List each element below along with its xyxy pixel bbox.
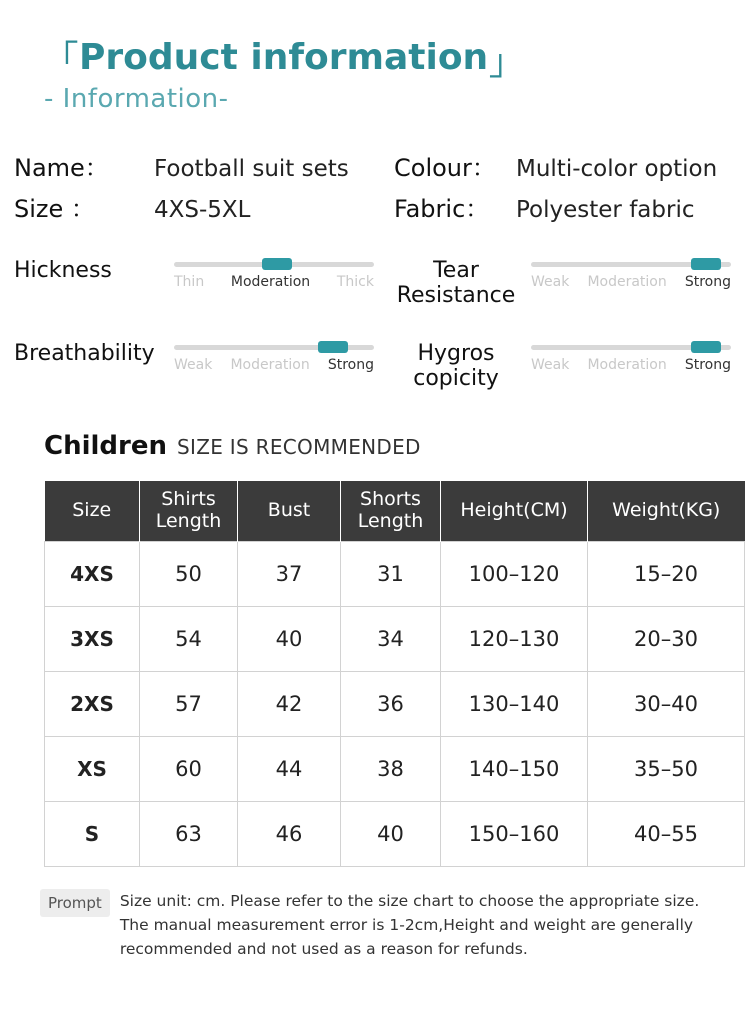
size-section-subtitle: SIZE IS RECOMMENDED: [177, 435, 421, 460]
slider-thumb[interactable]: [691, 258, 721, 270]
table-row: [45, 802, 745, 867]
spec-label-colour: Colour：: [394, 154, 496, 182]
slider-thumb[interactable]: [262, 258, 292, 270]
slider-thumb[interactable]: [318, 341, 348, 353]
table-header-cell: Bust: [238, 481, 341, 542]
slider-ticks: [174, 357, 374, 373]
spec-value-name: Football suit sets: [154, 156, 349, 182]
table-cell: 40–55: [588, 802, 745, 867]
table-row: [45, 672, 745, 737]
table-cell: 100–120: [441, 542, 588, 607]
slider-label-breathability: Breathability: [14, 340, 155, 366]
table-cell: 36: [341, 672, 441, 737]
spec-label-name: Name：: [14, 154, 109, 182]
table-cell: 44: [238, 737, 341, 802]
slider-label-hickness: Hickness: [14, 258, 112, 283]
attribute-sliders: [0, 252, 750, 391]
table-cell: 40: [238, 607, 341, 672]
slider-track[interactable]: [531, 345, 731, 350]
table-cell: 50: [140, 542, 238, 607]
slider-track[interactable]: [174, 345, 374, 350]
table-cell: 130–140: [441, 672, 588, 737]
table-header-row: [45, 481, 745, 542]
slider-tick-low: Weak: [531, 356, 570, 373]
slider-tick-low: Weak: [531, 274, 570, 290]
slider-group-hickness: [0, 252, 375, 309]
slider-label-hygroscopicity: Hygros copicity: [413, 340, 499, 391]
slider-group-tear-resistance: [375, 252, 750, 309]
slider-hickness[interactable]: [174, 252, 374, 290]
table-cell: 30–40: [588, 672, 745, 737]
slider-breathability[interactable]: [174, 335, 374, 373]
size-chart: [44, 481, 744, 867]
page-title: [44, 37, 750, 83]
slider-track[interactable]: [174, 262, 374, 267]
slider-hygroscopicity[interactable]: [531, 335, 731, 373]
size-section-title: Children: [44, 431, 167, 462]
table-cell-size: 3XS: [45, 607, 140, 672]
slider-group-hygroscopicity: [375, 335, 750, 392]
table-cell: 35–50: [588, 737, 745, 802]
table-cell-size: 2XS: [45, 672, 140, 737]
spec-value-fabric: Polyester fabric: [516, 197, 695, 223]
table-row: [45, 737, 745, 802]
spec-list: [0, 148, 750, 224]
prompt-note: [40, 889, 730, 961]
slider-ticks: [531, 357, 731, 373]
table-header-cell: Size: [45, 481, 140, 542]
table-cell: 20–30: [588, 607, 745, 672]
slider-tick-mid: Moderation: [587, 356, 667, 373]
page-subtitle: - Information-: [44, 84, 229, 114]
table-cell: 57: [140, 672, 238, 737]
table-cell: 60: [140, 737, 238, 802]
slider-tick-mid: Moderation: [587, 274, 667, 290]
table-cell: 150–160: [441, 802, 588, 867]
slider-ticks: [174, 274, 374, 290]
spec-value-size: 4XS-5XL: [154, 197, 251, 223]
prompt-badge: Prompt: [40, 889, 110, 917]
slider-ticks: [531, 274, 731, 290]
table-cell: 42: [238, 672, 341, 737]
table-cell: 31: [341, 542, 441, 607]
slider-thumb[interactable]: [691, 341, 721, 353]
size-section-heading: [44, 431, 750, 461]
table-header-cell: Weight(KG): [588, 481, 745, 542]
slider-group-breathability: [0, 335, 375, 392]
slider-tick-high: Strong: [684, 356, 731, 373]
table-row: [45, 607, 745, 672]
table-cell: 63: [140, 802, 238, 867]
table-cell-size: XS: [45, 737, 140, 802]
table-cell: 120–130: [441, 607, 588, 672]
prompt-text: Size unit: cm. Please refer to the size chart to choose the appropriate size. The manual measurement error is 1-2cm,Height and weight are generally recommended and not used as a reason for refunds.: [119, 892, 700, 959]
slider-label-tear-resistance: Tear Resistance: [396, 258, 516, 309]
slider-tick-high: Thick: [336, 274, 374, 290]
spec-row-size-fabric: [14, 189, 750, 224]
table-row: [45, 542, 745, 607]
page-title-text: Product information: [79, 37, 489, 78]
slider-tick-mid: Moderation: [230, 356, 310, 373]
table-cell: 54: [140, 607, 238, 672]
table-header-cell: Height(CM): [441, 481, 588, 542]
slider-tick-low: Weak: [174, 356, 213, 373]
table-cell-size: 4XS: [45, 542, 140, 607]
table-cell: 34: [341, 607, 441, 672]
table-header-cell: Shorts Length: [341, 481, 441, 542]
header: [0, 0, 750, 114]
table-cell: 140–150: [441, 737, 588, 802]
slider-tick-mid: Moderation: [230, 274, 311, 290]
table-cell: 46: [238, 802, 341, 867]
slider-tear-resistance[interactable]: [531, 252, 731, 290]
slider-tick-high: Strong: [327, 356, 374, 373]
table-header-cell: Shirts Length: [140, 481, 238, 542]
table-cell-size: S: [45, 802, 140, 867]
spec-value-colour: Multi-color option: [516, 156, 718, 182]
slider-tick-low: Thin: [174, 274, 205, 290]
bracket-right-icon: 」: [489, 43, 524, 83]
spec-row-name-colour: [14, 148, 750, 183]
slider-track[interactable]: [531, 262, 731, 267]
table-cell: 37: [238, 542, 341, 607]
bracket-left-icon: 「: [44, 39, 78, 79]
slider-tick-high: Strong: [684, 274, 731, 290]
spec-label-size: Size ：: [14, 195, 95, 223]
table-cell: 38: [341, 737, 441, 802]
size-table: [44, 481, 745, 867]
table-cell: 15–20: [588, 542, 745, 607]
table-cell: 40: [341, 802, 441, 867]
spec-label-fabric: Fabric：: [394, 195, 490, 223]
